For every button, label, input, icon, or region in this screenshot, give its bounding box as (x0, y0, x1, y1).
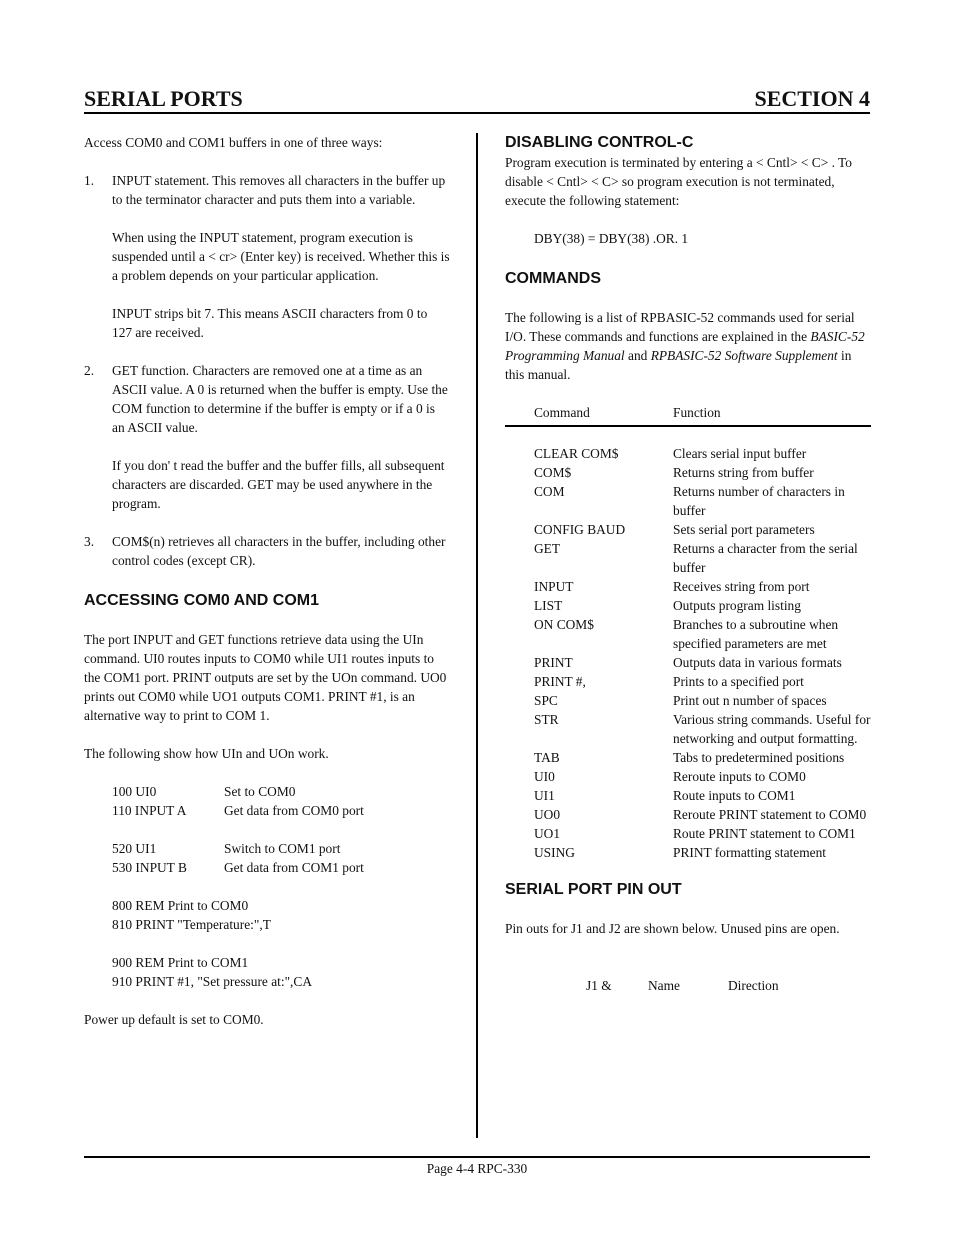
pin-column-j1: J1 & (586, 977, 612, 993)
command-cell: SPC (534, 692, 558, 708)
code-statement: DBY(38) = DBY(38) .OR. 1 (534, 231, 689, 246)
code-line: 100 UI0 Set to COM0 (112, 784, 296, 799)
function-cell: Reroute PRINT statement to COM0 (673, 806, 867, 822)
command-cell: STR (534, 711, 559, 727)
code-line: 110 INPUT A Get data from COM0 port (112, 803, 364, 818)
footer-rule (84, 1156, 870, 1158)
function-cell: Route PRINT statement to COM1 (673, 825, 856, 841)
table-row (505, 463, 871, 482)
section-paragraph: Pin outs for J1 and J2 are shown below. Unused pins are open. (505, 920, 840, 936)
function-cell: Tabs to predetermined positions (673, 749, 845, 765)
function-cell: Sets serial port parameters (673, 521, 815, 537)
function-cell: Print out n number of spaces (673, 692, 827, 708)
list-paragraph: If you don' t read the buffer and the buffer fills, all subsequent characters are discarded. GET may be used anywhere in the program. (112, 458, 445, 511)
list-paragraph: COM$(n) retrieves all characters in the buffer, including other control codes (except CR). (112, 534, 446, 568)
function-cell: Receives string from port (673, 578, 810, 594)
table-row (505, 672, 871, 691)
table-header (505, 403, 871, 422)
list-paragraph: GET function. Characters are removed one at a time as an ASCII value. A 0 is returned when the buffer is empty. Use the COM function to determine if the buffer is empty or if a 0 is an ASCII value. (112, 363, 448, 435)
section-heading-pinout: SERIAL PORT PIN OUT (505, 880, 682, 898)
command-cell: PRINT #, (534, 673, 586, 689)
command-cell: ON COM$ (534, 616, 594, 632)
function-cell: Returns number of characters in buffer (673, 483, 845, 518)
section-heading-disabling: DISABLING CONTROL-C (505, 134, 694, 151)
column-divider (476, 133, 478, 1138)
pin-table-header (505, 976, 871, 995)
section-heading-accessing: ACCESSING COM0 AND COM1 (84, 592, 319, 609)
code-line: 810 PRINT "Temperature:",T (112, 917, 271, 932)
table-row (505, 577, 871, 596)
function-cell: Branches to a subroutine when specified parameters are met (673, 616, 839, 651)
section-paragraph: The port INPUT and GET functions retrieve data using the UIn command. UI0 routes inputs to COM0 while UI1 routes inputs to the COM1 port. PRINT outputs are set by the UOn command. UO0 prints out COM0 while UO1 outputs COM1. PRINT #1, is an alternative way to print to COM 1. (84, 632, 447, 723)
intro-text: Access COM0 and COM1 buffers in one of three ways: (84, 135, 383, 150)
section-paragraph: The following is a list of RPBASIC-52 commands used for serial I/O. These commands and functions are explained in the BASIC-52 Programming Manual and RPBASIC-52 Software Supplement in this manual. (505, 310, 865, 382)
section-paragraph: Program execution is terminated by entering a < Cntl> < C> . To disable < Cntl> < C> so program execution is not terminated, execute the following statement: (505, 155, 852, 208)
section-paragraph: The following show how UIn and UOn work. (84, 746, 329, 761)
table-row (505, 710, 871, 748)
list-item (84, 171, 450, 342)
command-cell: PRINT (534, 654, 573, 670)
table-row (505, 843, 871, 862)
table-row (505, 482, 871, 520)
pin-column-name: Name (648, 977, 680, 993)
section-heading-commands: COMMANDS (505, 270, 601, 287)
table-row (505, 824, 871, 843)
column-header-command: Command (534, 405, 590, 420)
function-cell: Various string commands. Useful for networking and output formatting. (673, 711, 871, 746)
right-column (505, 133, 871, 995)
command-cell: COM$ (534, 464, 572, 480)
function-cell: Returns string from buffer (673, 464, 814, 480)
code-line: 530 INPUT B Get data from COM1 port (112, 860, 364, 875)
function-cell: Prints to a specified port (673, 673, 804, 689)
list-number: 2. (84, 363, 95, 378)
column-header-function: Function (673, 405, 721, 420)
table-row (505, 805, 871, 824)
list-item (84, 361, 450, 513)
left-column (84, 133, 450, 1029)
section-number: SECTION 4 (754, 86, 870, 111)
command-cell: UO0 (534, 806, 561, 822)
table-row (505, 539, 871, 577)
command-cell: CLEAR COM$ (534, 445, 619, 461)
list-number: 3. (84, 534, 95, 549)
command-cell: COM (534, 483, 565, 499)
command-cell: CONFIG BAUD (534, 521, 626, 537)
table-row (505, 653, 871, 672)
function-cell: Reroute inputs to COM0 (673, 768, 806, 784)
function-cell: Outputs program listing (673, 597, 801, 613)
command-cell: UI1 (534, 787, 555, 803)
page-footer: Page 4-4 RPC-330 (426, 1161, 528, 1176)
function-cell: Clears serial input buffer (673, 445, 807, 461)
list-paragraph: INPUT statement. This removes all characters in the buffer up to the terminator character and puts them into a variable. (112, 173, 446, 207)
command-cell: UO1 (534, 825, 561, 841)
command-cell: GET (534, 540, 561, 556)
function-cell: PRINT formatting statement (673, 844, 826, 860)
code-line: 800 REM Print to COM0 (112, 898, 249, 913)
command-cell: TAB (534, 749, 560, 765)
list-paragraph: INPUT strips bit 7. This means ASCII characters from 0 to 127 are received. (112, 306, 428, 340)
table-row (505, 691, 871, 710)
table-row (505, 520, 871, 539)
function-cell: Route inputs to COM1 (673, 787, 796, 803)
section-title: SERIAL PORTS (84, 86, 243, 111)
command-cell: INPUT (534, 578, 574, 594)
command-cell: USING (534, 844, 575, 860)
function-cell: Returns a character from the serial buffer (673, 540, 858, 575)
table-row (505, 615, 871, 653)
function-cell: Outputs data in various formats (673, 654, 842, 670)
code-line: 910 PRINT #1, "Set pressure at:",CA (112, 974, 313, 989)
list-paragraph: When using the INPUT statement, program execution is suspended until a < cr> (Enter key) is received. Whether this is a problem depends on your particular application. (112, 230, 450, 283)
table-row (505, 596, 871, 615)
list-number: 1. (84, 173, 95, 188)
command-table (505, 444, 871, 862)
table-row (505, 748, 871, 767)
list-item (84, 532, 450, 570)
table-row (505, 767, 871, 786)
table-row (505, 444, 871, 463)
command-cell: UI0 (534, 768, 555, 784)
header-rule (84, 112, 870, 114)
command-cell: LIST (534, 597, 563, 613)
table-row (505, 786, 871, 805)
pin-column-direction: Direction (728, 977, 779, 993)
code-line: 520 UI1 Switch to COM1 port (112, 841, 341, 856)
closing-text: Power up default is set to COM0. (84, 1012, 264, 1027)
code-line: 900 REM Print to COM1 (112, 955, 249, 970)
